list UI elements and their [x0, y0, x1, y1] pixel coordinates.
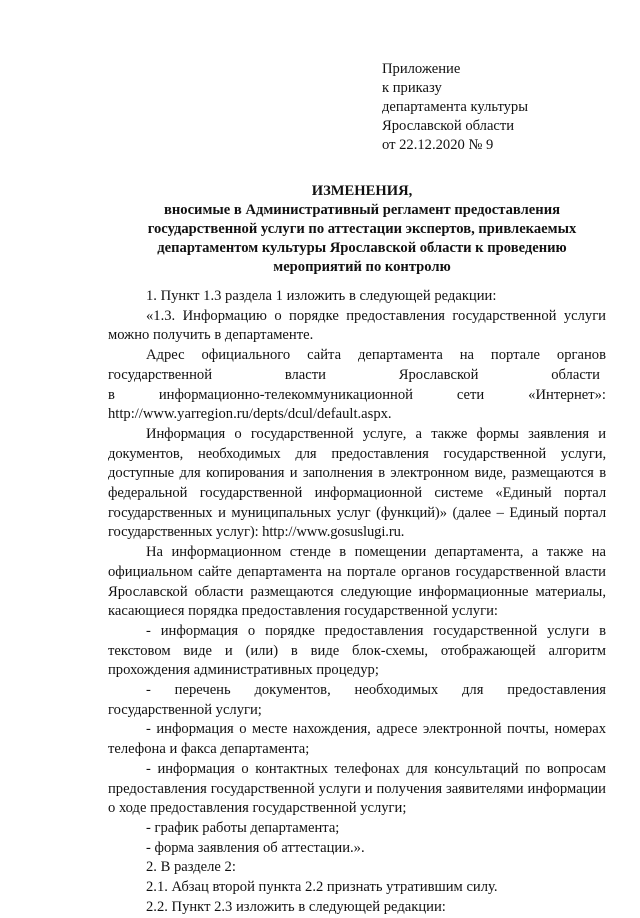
word: сети: [456, 386, 485, 403]
paragraph: 2.1. Абзац второй пункта 2.2 признать утратившим силу.: [146, 879, 498, 896]
word: «Интернет»:: [528, 386, 606, 403]
title-heading: ИЗМЕНЕНИЯ,: [311, 183, 413, 199]
appendix-line: к приказу: [382, 80, 442, 96]
word: информационно-телекоммуникационной: [158, 386, 413, 403]
appendix-header: [382, 60, 528, 155]
spread-line: [108, 346, 606, 366]
word: органов: [556, 347, 606, 364]
word: сайта: [307, 347, 342, 364]
word: портале: [490, 347, 541, 364]
word: власти: [284, 366, 326, 383]
list-item: - информация о месте нахождения, адресе электронной почты, номерах телефона и факса департамента;: [108, 721, 606, 758]
list-item: - информация о контактных телефонах для консультаций по вопросам предоставления государственной услуги и получения заявителями информации о ходе предоставления государственной услуги;: [108, 760, 606, 817]
appendix-line: Ярославской области: [382, 118, 515, 134]
spread-line: [108, 366, 606, 386]
list-item: - информация о порядке предоставления государственной услуги в текстовом виде и (или) в виде блок-схемы, отображающей алгоритм прохождения административных процедур;: [108, 622, 606, 679]
document-title: [120, 182, 604, 277]
list-item: - график работы департамента;: [146, 819, 340, 836]
word: официального: [201, 347, 291, 364]
document-body: [108, 287, 606, 918]
word: Ярославской: [398, 366, 479, 383]
word: области: [551, 366, 600, 383]
appendix-line: Приложение: [382, 61, 461, 77]
appendix-date-line: от 22.12.2020 № 9: [382, 137, 494, 153]
word: Адрес: [146, 347, 185, 364]
word: государственной: [108, 366, 213, 383]
list-item: - форма заявления об аттестации.».: [146, 839, 365, 856]
paragraph: 2. В разделе 2:: [146, 859, 236, 876]
spread-line: [108, 386, 606, 406]
title-subtitle: вносимые в Административный регламент предоставления государственной услуги по аттестации экспертов, привлекаемых департаментом культуры Ярославской области к проведению мероприятий по контролю: [147, 202, 577, 275]
word: департамента: [357, 347, 443, 364]
paragraph: Информация о государственной услуге, а также формы заявления и документов, необходимых для предоставления государственной услуги, доступные для копирования и заполнения в электронном виде, размещаются в федеральной государственной информационной системе «Единый портал государственных и муниципальных услуг (функций)» (далее – Единый портал государственных услуг): http://www.gosuslugi.ru.: [108, 425, 606, 541]
paragraph: На информационном стенде в помещении департамента, а также на официальном сайте департамента на портале органов государственной власти Ярославской области размещаются следующие информационные материалы, касающиеся порядка предоставления государственной услуги:: [108, 544, 606, 620]
list-item: - перечень документов, необходимых для предоставления государственной услуги;: [108, 682, 606, 718]
website-url: http://www.yarregion.ru/depts/dcul/default.aspx.: [108, 406, 392, 423]
paragraph-website-address: [108, 346, 606, 425]
appendix-line: департамента культуры: [382, 99, 529, 115]
paragraph: 2.2. Пункт 2.3 изложить в следующей редакции:: [146, 898, 446, 915]
word: в: [108, 386, 115, 403]
paragraph: «1.3. Информацию о порядке предоставления государственной услуги можно получить в департаменте.: [108, 307, 606, 344]
word: на: [459, 347, 475, 364]
paragraph: 1. Пункт 1.3 раздела 1 изложить в следующей редакции:: [146, 288, 497, 304]
